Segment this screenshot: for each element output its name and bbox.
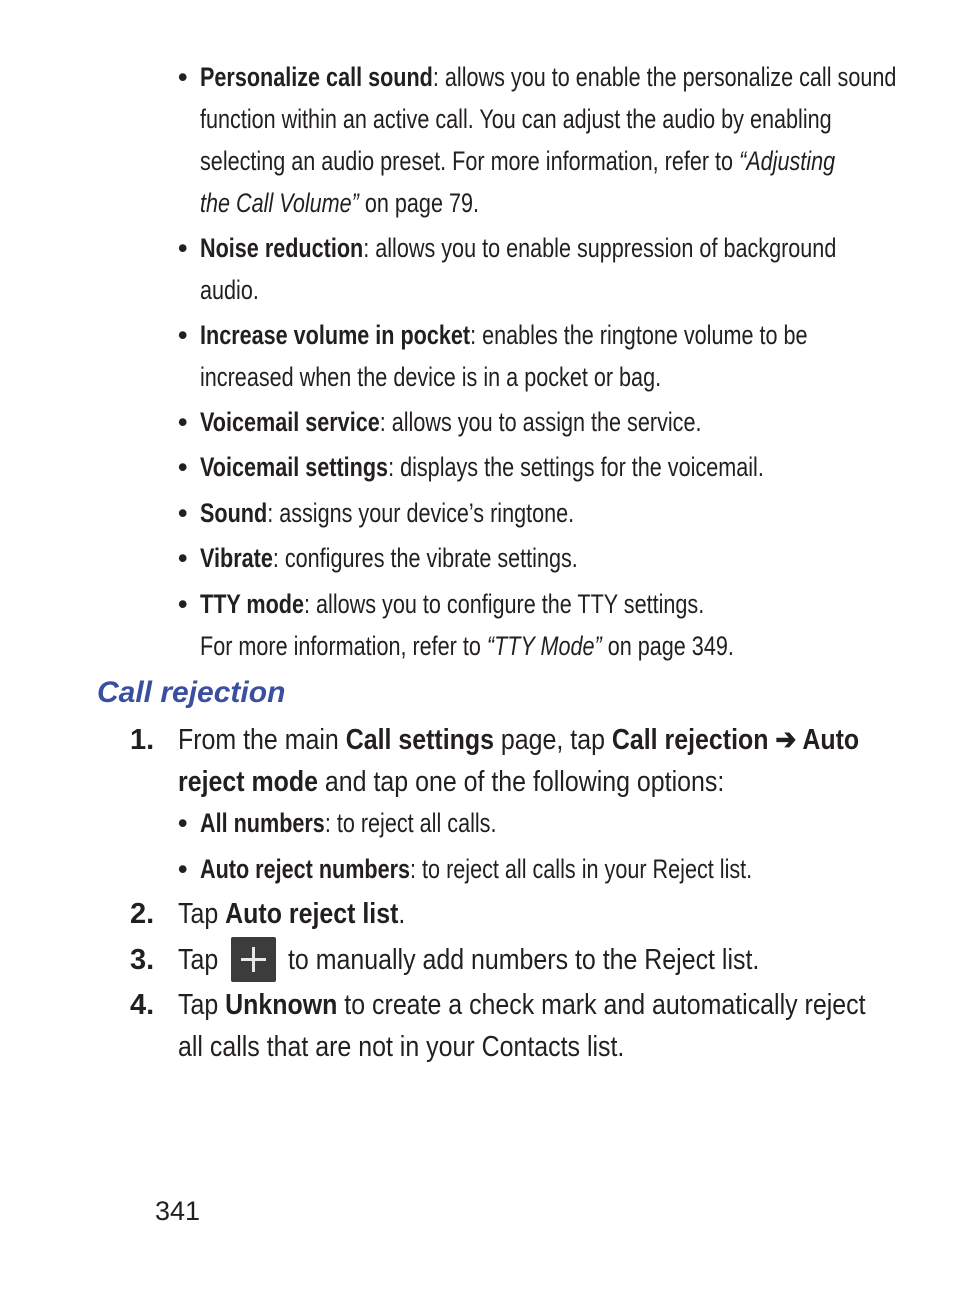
page-number: 341 xyxy=(155,1196,201,1226)
step-number: 4. xyxy=(130,989,155,1021)
term: Voicemail settings xyxy=(200,452,389,482)
bullet-dot: • xyxy=(178,498,188,528)
plus-icon-glyph xyxy=(231,937,276,982)
term: Auto reject numbers xyxy=(200,854,411,884)
bullet-dot: • xyxy=(178,854,188,884)
bullet-dot: • xyxy=(178,452,188,482)
bullet-dot: • xyxy=(178,233,188,263)
bullet-dot: • xyxy=(178,407,188,437)
term: Voicemail service xyxy=(200,407,380,437)
term: TTY mode xyxy=(200,589,305,619)
term: All numbers xyxy=(200,808,325,838)
bullet-dot: • xyxy=(178,320,188,350)
term: Sound xyxy=(200,498,268,528)
term: Increase volume in pocket xyxy=(200,320,471,350)
term: Personalize call sound xyxy=(200,62,433,92)
cross-reference-link[interactable]: “TTY Mode” xyxy=(486,631,602,661)
bullet-dot: • xyxy=(178,543,188,573)
term: Vibrate xyxy=(200,543,273,573)
term: Noise reduction xyxy=(200,233,364,263)
step-number: 2. xyxy=(130,898,155,930)
bullet-dot: • xyxy=(178,808,188,838)
plus-icon xyxy=(231,937,276,982)
bullet-dot: • xyxy=(178,62,188,92)
arrow-icon: ➔ xyxy=(768,724,803,756)
cross-reference-link[interactable]: the Call Volume” xyxy=(200,188,359,218)
step-number: 1. xyxy=(130,724,155,756)
step-number: 3. xyxy=(130,944,155,976)
section-heading: Call rejection xyxy=(97,676,286,709)
bullet-dot: • xyxy=(178,589,188,619)
cross-reference-link[interactable]: “Adjusting xyxy=(739,146,836,176)
